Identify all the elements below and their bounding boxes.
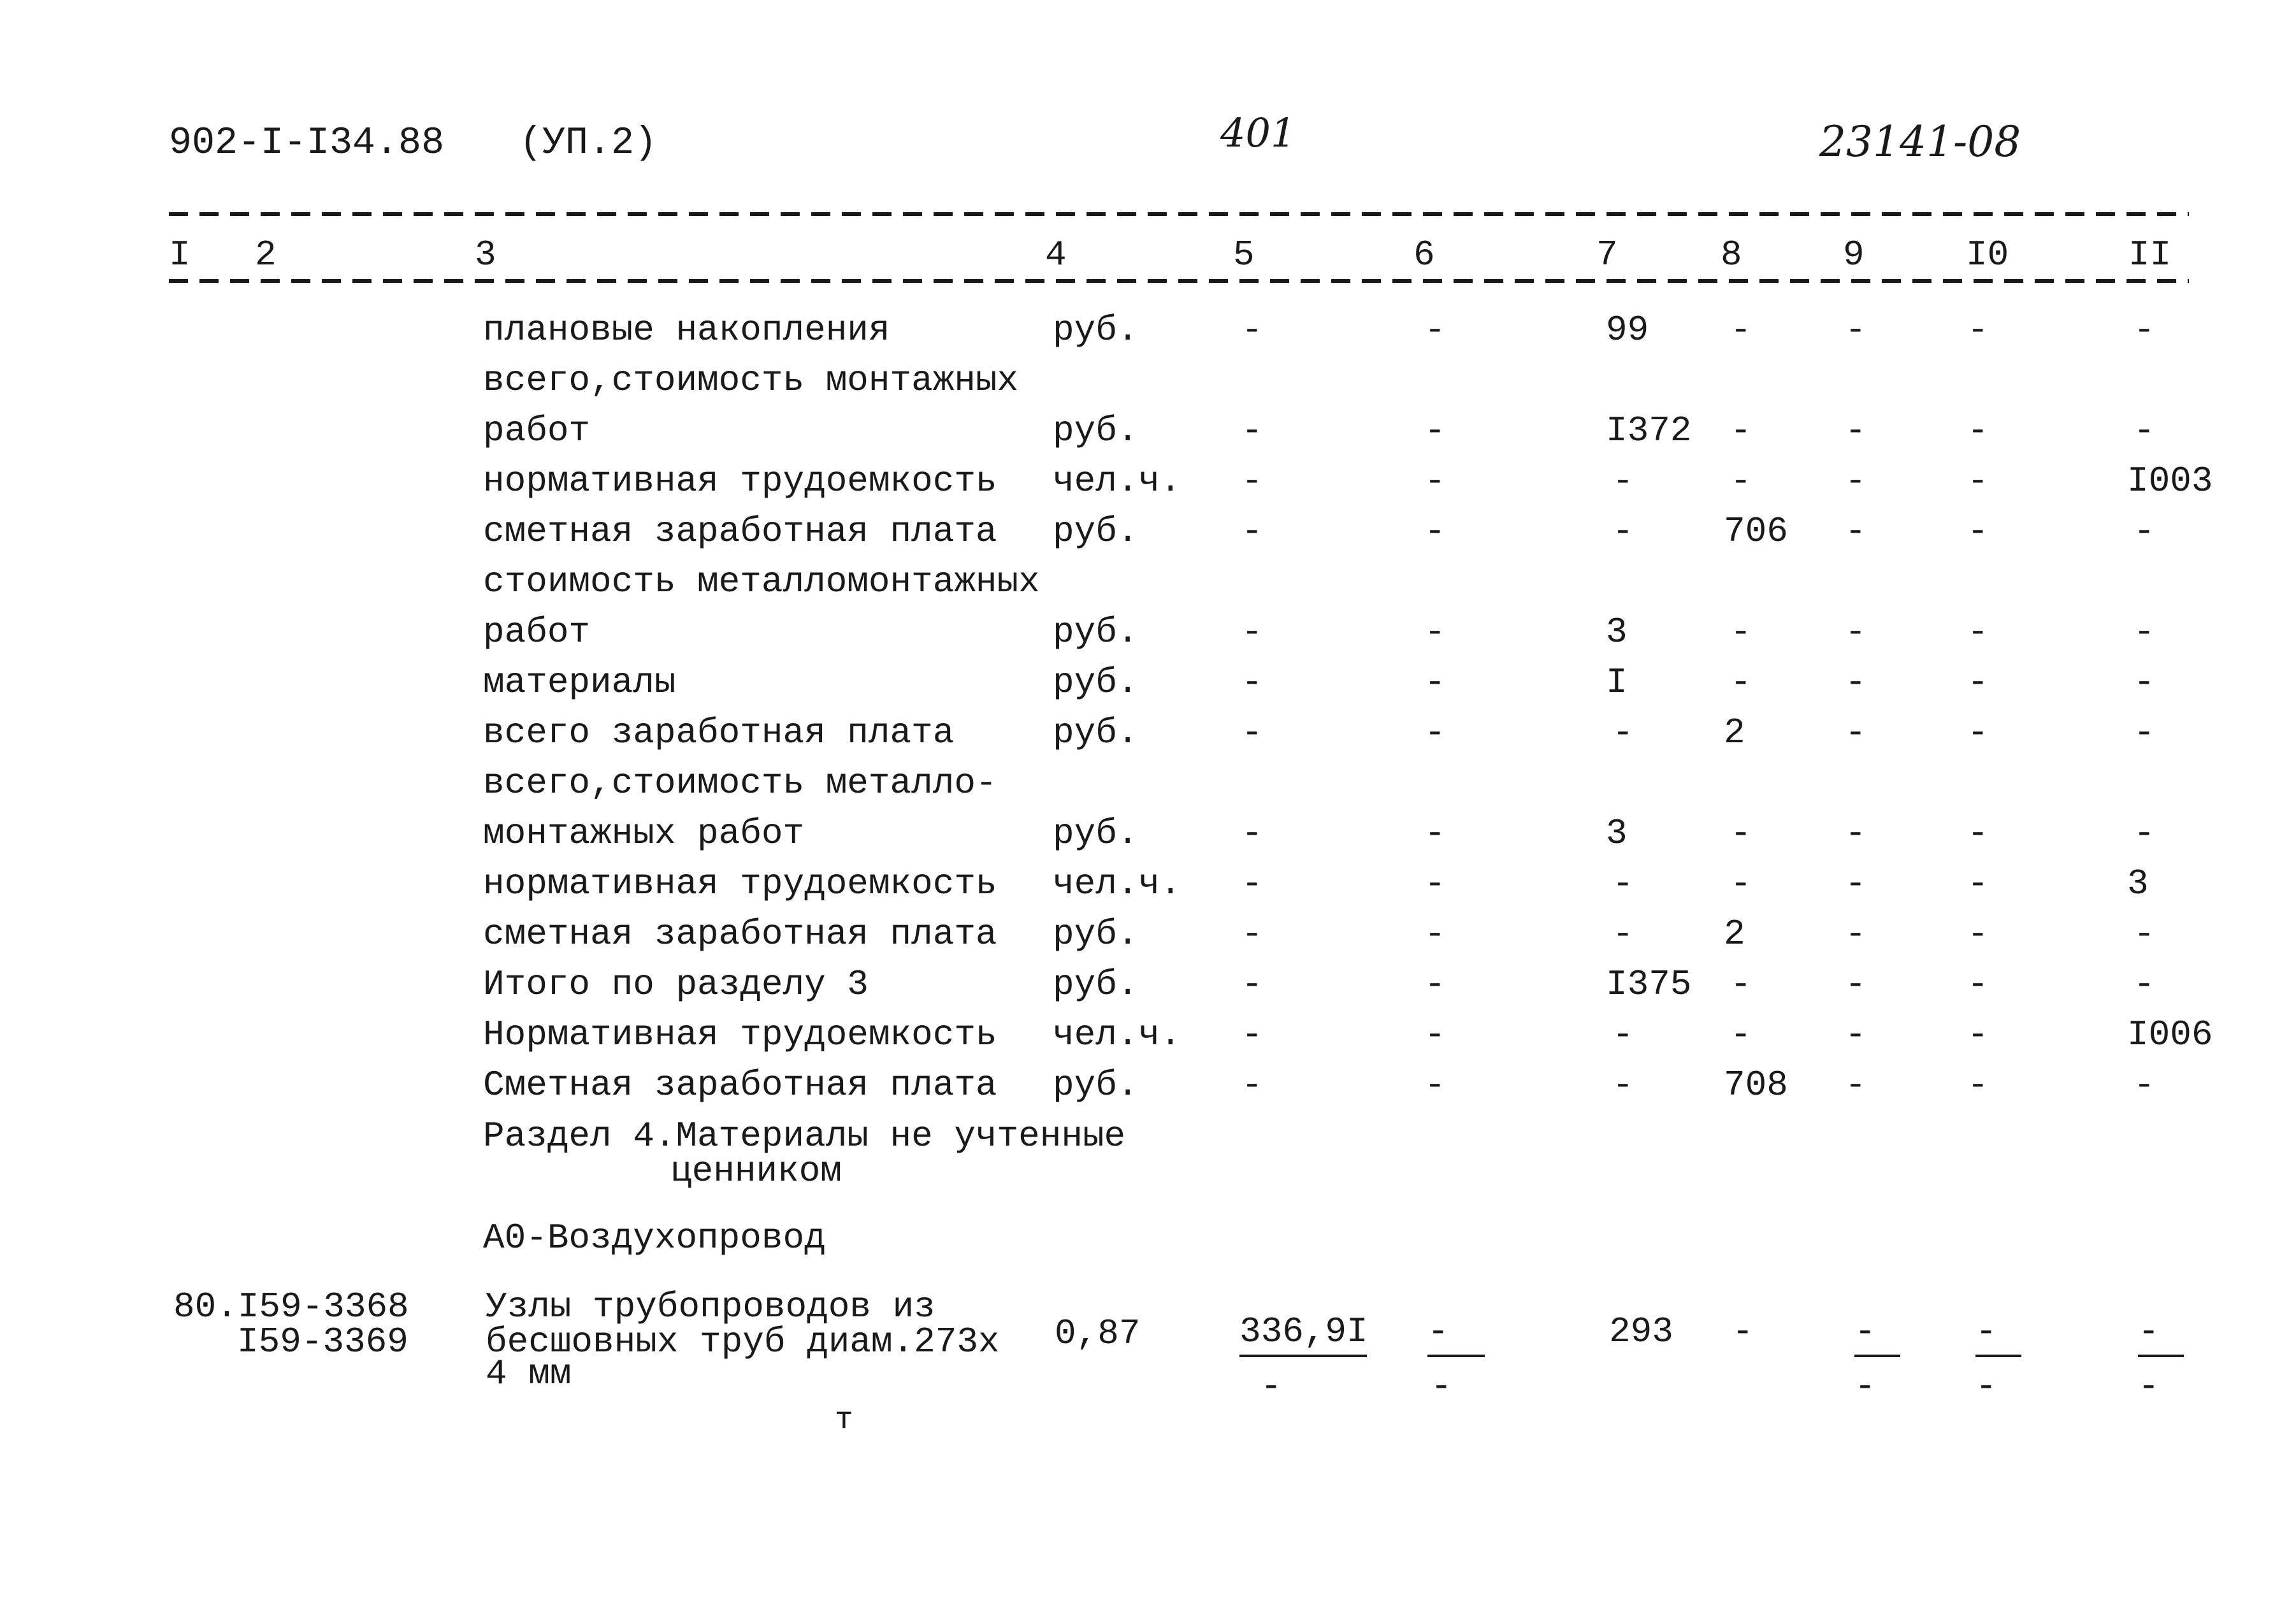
row-label: работ [483, 410, 591, 451]
column-header-2: 2 [255, 234, 277, 275]
album-number: (УП.2) [519, 122, 658, 165]
row-cell-c10: - [1967, 612, 1989, 652]
row-cell-c8: 708 [1724, 1065, 1788, 1105]
row-unit: руб. [1053, 813, 1139, 854]
row-cell-c10: - [1967, 964, 1989, 1005]
column-header-3: 3 [475, 234, 496, 275]
item-col6-value: - [1427, 1311, 1449, 1352]
row-cell-c7: - [1612, 914, 1634, 954]
row-cell-c11: - [2134, 310, 2155, 350]
page-number: 401 [1220, 110, 1296, 156]
row-cell-c7: I375 [1606, 964, 1692, 1005]
column-header-11: II [2128, 234, 2172, 275]
row-cell-c8: - [1730, 964, 1752, 1005]
row-cell-c9: - [1845, 712, 1866, 753]
row-unit: руб. [1053, 410, 1139, 451]
row-cell-c7: 99 [1606, 310, 1649, 350]
row-label: работ [483, 612, 591, 652]
row-unit: руб. [1053, 1065, 1139, 1105]
row-cell-c9: - [1845, 511, 1866, 552]
row-label: Нормативная трудоемкость [483, 1014, 997, 1055]
row-unit: руб. [1053, 310, 1139, 350]
row-cell-c6: - [1424, 964, 1446, 1005]
row-cell-c11: 3 [2127, 863, 2149, 904]
item-col10-lower: - [1975, 1366, 1997, 1407]
row-cell-c8: - [1730, 813, 1752, 854]
row-cell-c10: - [1967, 863, 1989, 904]
item-col11-underline [2138, 1355, 2184, 1357]
item-col11-lower: - [2138, 1366, 2160, 1407]
row-unit: руб. [1053, 964, 1139, 1005]
row-cell-c9: - [1845, 662, 1866, 703]
row-cell-c10: - [1967, 813, 1989, 854]
row-cell-c11: - [2134, 511, 2155, 552]
row-label: материалы [483, 662, 676, 703]
item-quantity: 0,87 [1055, 1313, 1141, 1354]
column-header-8: 8 [1721, 234, 1742, 275]
row-unit: руб. [1053, 511, 1139, 552]
item-col7-value: 293 [1609, 1311, 1673, 1352]
document-code: 902-I-I34.88 [169, 122, 445, 165]
row-cell-c9: - [1845, 1014, 1866, 1055]
row-unit: чел.ч. [1053, 863, 1181, 904]
item-col9-value: - [1854, 1311, 1876, 1352]
row-unit: руб. [1053, 914, 1139, 954]
section-subheading: А0-Воздухопровод [483, 1218, 826, 1258]
row-unit: руб. [1053, 612, 1139, 652]
row-cell-c10: - [1967, 310, 1989, 350]
row-cell-c5: - [1241, 863, 1263, 904]
row-label: стоимость металломонтажных [483, 561, 1040, 602]
row-cell-c9: - [1845, 612, 1866, 652]
row-cell-c5: - [1241, 914, 1263, 954]
row-cell-c11: - [2134, 662, 2155, 703]
row-cell-c10: - [1967, 511, 1989, 552]
row-cell-c11: - [2134, 1065, 2155, 1105]
item-description-3: 4 мм [486, 1353, 572, 1394]
item-code-2: I59-3369 [237, 1321, 408, 1362]
row-cell-c10: - [1967, 914, 1989, 954]
row-cell-c6: - [1424, 1065, 1446, 1105]
row-cell-c8: - [1730, 410, 1752, 451]
row-label: всего,стоимость монтажных [483, 360, 1019, 401]
row-cell-c6: - [1424, 863, 1446, 904]
row-cell-c5: - [1241, 662, 1263, 703]
row-cell-c11: - [2134, 612, 2155, 652]
row-cell-c6: - [1424, 310, 1446, 350]
item-col5-value: 336,9I [1239, 1311, 1368, 1352]
row-cell-c10: - [1967, 1014, 1989, 1055]
row-cell-c7: I372 [1606, 410, 1692, 451]
row-cell-c7: - [1612, 1014, 1634, 1055]
row-cell-c6: - [1424, 511, 1446, 552]
row-label: всего заработная плата [483, 712, 955, 753]
row-cell-c7: - [1612, 1065, 1634, 1105]
row-cell-c6: - [1424, 813, 1446, 854]
row-cell-c5: - [1241, 712, 1263, 753]
row-label: монтажных работ [483, 813, 805, 854]
row-cell-c8: 706 [1724, 511, 1788, 552]
item-col8-value: - [1732, 1311, 1754, 1352]
row-label: нормативная трудоемкость [483, 461, 997, 501]
row-cell-c9: - [1845, 410, 1866, 451]
row-cell-c9: - [1845, 310, 1866, 350]
row-cell-c8: 2 [1724, 914, 1745, 954]
row-cell-c7: - [1612, 863, 1634, 904]
row-cell-c6: - [1424, 914, 1446, 954]
row-cell-c9: - [1845, 914, 1866, 954]
row-cell-c11: I003 [2127, 461, 2213, 501]
row-cell-c11: - [2134, 914, 2155, 954]
item-col6-lower: - [1431, 1366, 1452, 1407]
column-header-4: 4 [1045, 234, 1067, 275]
row-cell-c6: - [1424, 612, 1446, 652]
column-header-7: 7 [1596, 234, 1618, 275]
row-cell-c10: - [1967, 662, 1989, 703]
item-code: 80.I59-3368 [173, 1286, 409, 1327]
row-label: Сметная заработная плата [483, 1065, 997, 1105]
row-cell-c6: - [1424, 1014, 1446, 1055]
table-top-rule [169, 212, 2189, 216]
item-col10-value: - [1975, 1311, 1997, 1352]
row-cell-c10: - [1967, 410, 1989, 451]
row-cell-c11: - [2134, 410, 2155, 451]
row-cell-c6: - [1424, 662, 1446, 703]
row-cell-c5: - [1241, 1065, 1263, 1105]
item-col5-lower: - [1260, 1366, 1282, 1407]
row-cell-c5: - [1241, 461, 1263, 501]
row-cell-c5: - [1241, 310, 1263, 350]
row-cell-c8: - [1730, 1014, 1752, 1055]
row-cell-c9: - [1845, 964, 1866, 1005]
registration-number: 23141-08 [1819, 117, 2021, 166]
row-cell-c10: - [1967, 461, 1989, 501]
row-unit: руб. [1053, 662, 1139, 703]
item-description-2: бесшовных труб диам.273х [486, 1321, 1000, 1362]
row-cell-c9: - [1845, 1065, 1866, 1105]
row-cell-c5: - [1241, 410, 1263, 451]
row-cell-c5: - [1241, 511, 1263, 552]
row-cell-c7: I [1606, 662, 1628, 703]
row-cell-c7: - [1612, 461, 1634, 501]
row-label: сметная заработная плата [483, 914, 997, 954]
row-cell-c11: I006 [2127, 1014, 2213, 1055]
section-title-continued: ценником [670, 1151, 842, 1191]
row-label: плановые накопления [483, 310, 890, 350]
row-cell-c11: - [2134, 964, 2155, 1005]
row-cell-c11: - [2134, 712, 2155, 753]
row-cell-c8: - [1730, 662, 1752, 703]
row-cell-c5: - [1241, 964, 1263, 1005]
row-cell-c8: - [1730, 612, 1752, 652]
row-cell-c7: 3 [1606, 813, 1628, 854]
row-label: всего,стоимость металло- [483, 763, 997, 803]
row-cell-c8: - [1730, 461, 1752, 501]
row-cell-c6: - [1424, 461, 1446, 501]
column-header-5: 5 [1233, 234, 1255, 275]
row-cell-c8: 2 [1724, 712, 1745, 753]
table-header-rule [169, 279, 2189, 283]
column-header-6: 6 [1413, 234, 1435, 275]
row-unit: чел.ч. [1053, 1014, 1181, 1055]
item-col9-lower: - [1854, 1366, 1876, 1407]
item-col6-underline [1427, 1355, 1485, 1357]
item-col10-underline [1975, 1355, 2021, 1357]
row-cell-c5: - [1241, 813, 1263, 854]
item-col11-value: - [2138, 1311, 2160, 1352]
row-cell-c9: - [1845, 863, 1866, 904]
row-unit: чел.ч. [1053, 461, 1181, 501]
item-description: Узлы трубопроводов из [486, 1286, 935, 1327]
row-cell-c5: - [1241, 1014, 1263, 1055]
section-title: Раздел 4.Материалы не учтенные [483, 1116, 1126, 1156]
row-cell-c7: - [1612, 511, 1634, 552]
row-cell-c9: - [1845, 461, 1866, 501]
row-label: сметная заработная плата [483, 511, 997, 552]
item-col9-underline [1854, 1355, 1900, 1357]
row-unit: руб. [1053, 712, 1139, 753]
column-header-9: 9 [1843, 234, 1865, 275]
row-cell-c8: - [1730, 863, 1752, 904]
row-cell-c10: - [1967, 712, 1989, 753]
row-label: нормативная трудоемкость [483, 863, 997, 904]
row-label: Итого по разделу 3 [483, 964, 869, 1005]
row-cell-c7: 3 [1606, 612, 1628, 652]
row-cell-c11: - [2134, 813, 2155, 854]
row-cell-c6: - [1424, 410, 1446, 451]
row-cell-c5: - [1241, 612, 1263, 652]
item-col5-underline [1239, 1355, 1367, 1357]
column-header-10: I0 [1966, 234, 2009, 275]
row-cell-c7: - [1612, 712, 1634, 753]
row-cell-c6: - [1424, 712, 1446, 753]
column-header-1: I [169, 234, 191, 275]
row-cell-c10: - [1967, 1065, 1989, 1105]
row-cell-c8: - [1730, 310, 1752, 350]
row-cell-c9: - [1845, 813, 1866, 854]
footer-mark: т [835, 1403, 853, 1437]
